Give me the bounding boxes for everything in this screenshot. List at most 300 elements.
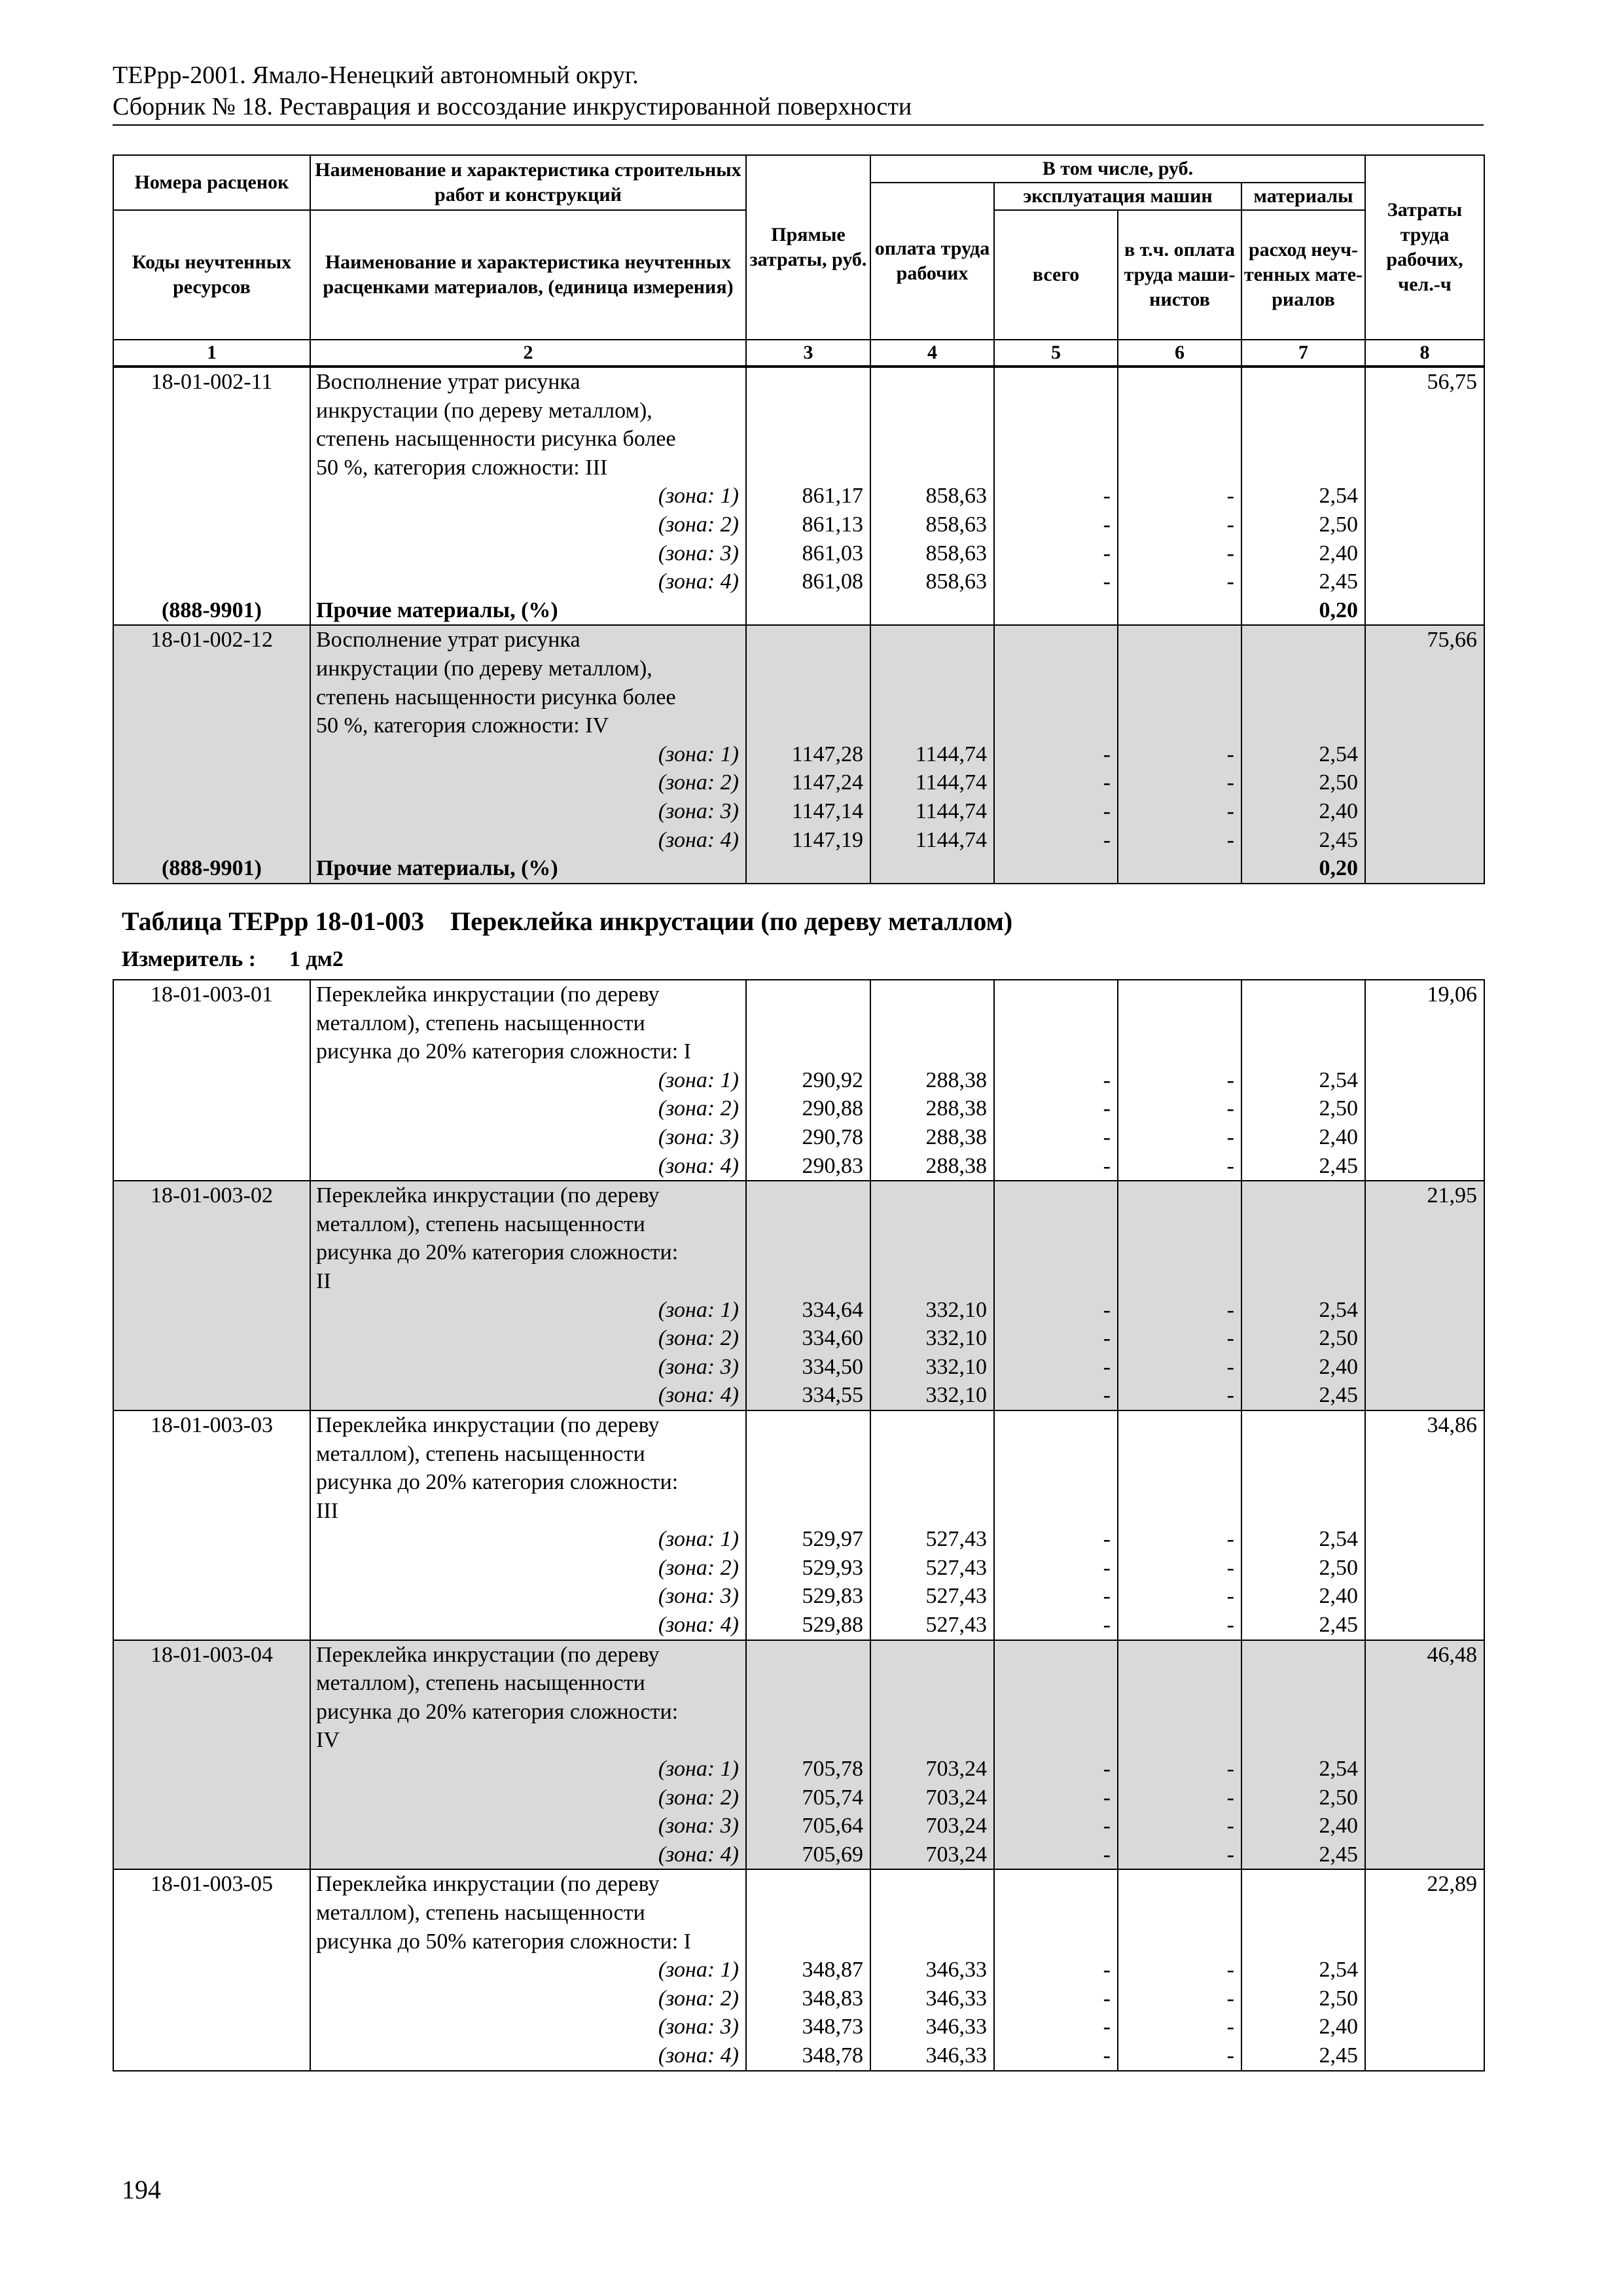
direct-cost-value: 348,87 (746, 1956, 870, 1984)
direct-cost-value: 1147,19 (746, 826, 870, 855)
machines-total-value: - (994, 511, 1118, 539)
table-row (113, 1410, 1484, 1440)
empty-cell (1365, 1152, 1484, 1181)
empty-cell (994, 1037, 1118, 1066)
header-machines-total: всего (994, 210, 1118, 340)
zone-label: (зона: 4) (310, 567, 746, 596)
zone-label: (зона: 4) (310, 826, 746, 855)
materials-value: 2,54 (1241, 1525, 1365, 1554)
column-number: 8 (1365, 340, 1484, 366)
empty-cell (1118, 1497, 1241, 1526)
empty-cell (113, 511, 310, 539)
machinists-pay-value: - (1118, 567, 1241, 596)
direct-cost-value: 1147,28 (746, 740, 870, 769)
materials-value: 2,45 (1241, 1152, 1365, 1181)
table-row (113, 1899, 1484, 1928)
empty-cell (870, 1669, 994, 1698)
machines-total-value: - (994, 1296, 1118, 1325)
zone-label: (зона: 3) (310, 1812, 746, 1840)
table-row (113, 1497, 1484, 1526)
empty-cell (1118, 1869, 1241, 1899)
empty-cell (113, 797, 310, 826)
empty-cell (1365, 482, 1484, 511)
machines-total-value: - (994, 1066, 1118, 1095)
empty-cell (746, 1726, 870, 1755)
document-header-collection: Сборник № 18. Реставрация и воссоздание инкрустированной поверхности (113, 93, 912, 120)
empty-cell (1365, 826, 1484, 855)
machines-total-value: - (994, 2041, 1118, 2071)
empty-cell (1365, 1840, 1484, 1870)
empty-cell (870, 1440, 994, 1469)
rates-table-18-01-003 (113, 979, 1485, 2072)
direct-cost-value: 529,83 (746, 1582, 870, 1611)
table-row (113, 511, 1484, 539)
empty-cell (1365, 397, 1484, 425)
table-row (113, 655, 1484, 683)
rate-description-line: Переклейка инкрустации (по дереву (310, 1181, 746, 1210)
empty-cell (1365, 1611, 1484, 1640)
table-row (113, 1869, 1484, 1899)
empty-cell (870, 1468, 994, 1497)
empty-cell (1118, 1267, 1241, 1296)
table-row (113, 1238, 1484, 1267)
empty-cell (994, 397, 1118, 425)
empty-cell (113, 1210, 310, 1239)
column-number: 7 (1241, 340, 1365, 366)
table-row (113, 1181, 1484, 1210)
empty-cell (870, 1869, 994, 1899)
empty-cell (113, 1525, 310, 1554)
empty-cell (1241, 1267, 1365, 1296)
zone-label: (зона: 1) (310, 1755, 746, 1784)
labor-pay-value: 288,38 (870, 1094, 994, 1123)
labor-pay-value: 527,43 (870, 1611, 994, 1640)
empty-cell (1241, 1238, 1365, 1267)
empty-cell (113, 740, 310, 769)
direct-cost-value: 861,13 (746, 511, 870, 539)
empty-cell (113, 1066, 310, 1095)
empty-cell (1241, 683, 1365, 712)
table-row (113, 454, 1484, 482)
empty-cell (870, 1009, 994, 1038)
machinists-pay-value: - (1118, 797, 1241, 826)
table-row (113, 797, 1484, 826)
machinists-pay-value: - (1118, 1956, 1241, 1984)
machines-total-value: - (994, 1755, 1118, 1784)
empty-cell (870, 854, 994, 884)
empty-cell (113, 826, 310, 855)
empty-cell (746, 367, 870, 397)
direct-cost-value: 348,78 (746, 2041, 870, 2071)
zone-label: (зона: 1) (310, 1956, 746, 1984)
page-number: 194 (122, 2175, 161, 2204)
empty-cell (1241, 1009, 1365, 1038)
table-row (113, 1640, 1484, 1670)
zone-label: (зона: 4) (310, 2041, 746, 2071)
table-row (113, 596, 1484, 626)
empty-cell (1365, 1353, 1484, 1382)
empty-cell (1241, 1698, 1365, 1727)
zone-label: (зона: 3) (310, 797, 746, 826)
empty-cell (113, 655, 310, 683)
labor-pay-value: 332,10 (870, 1296, 994, 1325)
rate-description-line: степень насыщенности рисунка более (310, 683, 746, 712)
empty-cell (1365, 1669, 1484, 1698)
empty-cell (1118, 625, 1241, 655)
empty-cell (1365, 511, 1484, 539)
empty-cell (1118, 1698, 1241, 1727)
empty-cell (113, 1840, 310, 1870)
empty-cell (994, 1009, 1118, 1038)
empty-cell (1241, 1669, 1365, 1698)
machines-total-value: - (994, 740, 1118, 769)
empty-cell (1241, 425, 1365, 454)
empty-cell (113, 1812, 310, 1840)
column-number: 6 (1118, 340, 1241, 366)
labor-pay-value: 527,43 (870, 1582, 994, 1611)
zone-label: (зона: 1) (310, 1296, 746, 1325)
empty-cell (113, 1928, 310, 1956)
empty-cell (994, 711, 1118, 740)
materials-value: 2,54 (1241, 1296, 1365, 1325)
machinists-pay-value: - (1118, 1094, 1241, 1123)
direct-cost-value: 705,69 (746, 1840, 870, 1870)
labor-pay-value: 527,43 (870, 1554, 994, 1583)
empty-cell (1241, 1497, 1365, 1526)
table-row (113, 1324, 1484, 1353)
empty-cell (1365, 740, 1484, 769)
machinists-pay-value: - (1118, 1812, 1241, 1840)
empty-cell (1365, 683, 1484, 712)
direct-cost-value: 705,64 (746, 1812, 870, 1840)
rate-description-line: рисунка до 50% категория сложности: I (310, 1928, 746, 1956)
empty-cell (113, 1669, 310, 1698)
empty-cell (1365, 1698, 1484, 1727)
rate-code: 18-01-003-04 (113, 1640, 310, 1670)
empty-cell (1241, 625, 1365, 655)
machinists-pay-value: - (1118, 740, 1241, 769)
zone-label: (зона: 2) (310, 768, 746, 797)
empty-cell (994, 1210, 1118, 1239)
empty-cell (113, 1784, 310, 1812)
table-row (113, 854, 1484, 884)
empty-cell (1365, 1238, 1484, 1267)
direct-cost-value: 1147,14 (746, 797, 870, 826)
zone-label: (зона: 4) (310, 1840, 746, 1870)
direct-cost-value: 529,88 (746, 1611, 870, 1640)
table-row (113, 1525, 1484, 1554)
empty-cell (113, 539, 310, 568)
empty-cell (1241, 1037, 1365, 1066)
machinists-pay-value: - (1118, 2041, 1241, 2071)
labor-pay-value: 703,24 (870, 1840, 994, 1870)
empty-cell (113, 1238, 310, 1267)
labor-pay-value: 527,43 (870, 1525, 994, 1554)
empty-cell (870, 1698, 994, 1727)
labor-pay-value: 346,33 (870, 1956, 994, 1984)
empty-cell (994, 1640, 1118, 1670)
empty-cell (1365, 655, 1484, 683)
machines-total-value: - (994, 1784, 1118, 1812)
table-row (113, 1928, 1484, 1956)
header-machinists-pay: в т.ч. оплата труда маши-нистов (1118, 210, 1241, 340)
labor-cost-value: 75,66 (1365, 625, 1484, 655)
direct-cost-value: 290,92 (746, 1066, 870, 1095)
machinists-pay-value: - (1118, 1123, 1241, 1152)
empty-cell (746, 454, 870, 482)
empty-cell (1365, 1582, 1484, 1611)
materials-value: 2,50 (1241, 511, 1365, 539)
materials-value: 2,54 (1241, 1066, 1365, 1095)
direct-cost-value: 290,88 (746, 1094, 870, 1123)
empty-cell (870, 980, 994, 1009)
empty-cell (1365, 1755, 1484, 1784)
table-row (113, 826, 1484, 855)
empty-cell (994, 683, 1118, 712)
empty-cell (1241, 1410, 1365, 1440)
empty-cell (1365, 1066, 1484, 1095)
empty-cell (994, 980, 1118, 1009)
table-row (113, 1784, 1484, 1812)
machinists-pay-value: - (1118, 482, 1241, 511)
empty-cell (1365, 1726, 1484, 1755)
machinists-pay-value: - (1118, 1296, 1241, 1325)
header-rule (113, 124, 1484, 126)
machines-total-value: - (994, 1353, 1118, 1382)
table-row (113, 1812, 1484, 1840)
zone-label: (зона: 2) (310, 1784, 746, 1812)
header-including: В том числе, руб. (870, 155, 1365, 183)
empty-cell (1365, 1956, 1484, 1984)
table-row (113, 1755, 1484, 1784)
header-work-name: Наименование и характеристика строительных работ и конструкций (310, 155, 746, 210)
table-row (113, 768, 1484, 797)
empty-cell (113, 1984, 310, 2013)
machines-total-value: - (994, 2013, 1118, 2041)
empty-cell (994, 1410, 1118, 1440)
materials-value: 2,40 (1241, 1123, 1365, 1152)
empty-cell (870, 655, 994, 683)
table-row (113, 367, 1484, 397)
rate-code: 18-01-003-02 (113, 1181, 310, 1210)
zone-label: (зона: 3) (310, 1582, 746, 1611)
empty-cell (1118, 854, 1241, 884)
header-rate-numbers: Номера расценок (113, 155, 310, 210)
empty-cell (994, 854, 1118, 884)
zone-label: (зона: 3) (310, 2013, 746, 2041)
rate-code: 18-01-003-05 (113, 1869, 310, 1899)
empty-cell (1241, 1928, 1365, 1956)
empty-cell (113, 567, 310, 596)
column-number: 5 (994, 340, 1118, 366)
table-row (113, 1009, 1484, 1038)
resource-value: 0,20 (1241, 854, 1365, 884)
labor-pay-value: 288,38 (870, 1152, 994, 1181)
table-row (113, 1840, 1484, 1870)
header-materials: материалы (1241, 183, 1365, 210)
empty-cell (870, 1037, 994, 1066)
document-header-title: ТЕРрр-2001. Ямало-Ненецкий автономный округ. (113, 62, 639, 89)
table-row (113, 1984, 1484, 2013)
table-row (113, 539, 1484, 568)
materials-value: 2,45 (1241, 1840, 1365, 1870)
machines-total-value: - (994, 1840, 1118, 1870)
labor-pay-value: 858,63 (870, 482, 994, 511)
empty-cell (746, 1669, 870, 1698)
labor-pay-value: 332,10 (870, 1353, 994, 1382)
labor-pay-value: 1144,74 (870, 797, 994, 826)
empty-cell (1241, 655, 1365, 683)
empty-cell (1241, 454, 1365, 482)
rate-description-line: IV (310, 1726, 746, 1755)
empty-cell (113, 1324, 310, 1353)
empty-cell (870, 367, 994, 397)
zone-label: (зона: 3) (310, 1123, 746, 1152)
zone-label: (зона: 3) (310, 1353, 746, 1382)
zone-label: (зона: 1) (310, 740, 746, 769)
empty-cell (1365, 1037, 1484, 1066)
resource-name: Прочие материалы, (%) (310, 596, 746, 626)
empty-cell (746, 655, 870, 683)
machines-total-value: - (994, 1582, 1118, 1611)
empty-cell (113, 1554, 310, 1583)
table-row (113, 1210, 1484, 1239)
empty-cell (113, 1094, 310, 1123)
materials-value: 2,45 (1241, 1381, 1365, 1410)
column-number: 1 (113, 340, 310, 366)
machinists-pay-value: - (1118, 1525, 1241, 1554)
empty-cell (994, 1468, 1118, 1497)
machinists-pay-value: - (1118, 1582, 1241, 1611)
empty-cell (1118, 1009, 1241, 1038)
empty-cell (746, 683, 870, 712)
zone-label: (зона: 1) (310, 1066, 746, 1095)
machinists-pay-value: - (1118, 768, 1241, 797)
empty-cell (1118, 1037, 1241, 1066)
zone-label: (зона: 4) (310, 1611, 746, 1640)
empty-cell (1241, 1440, 1365, 1469)
empty-cell (1118, 1899, 1241, 1928)
empty-cell (994, 655, 1118, 683)
empty-cell (1365, 1497, 1484, 1526)
machines-total-value: - (994, 1611, 1118, 1640)
labor-pay-value: 703,24 (870, 1812, 994, 1840)
empty-cell (1365, 1094, 1484, 1123)
empty-cell (1365, 1324, 1484, 1353)
labor-pay-value: 1144,74 (870, 826, 994, 855)
empty-cell (994, 1698, 1118, 1727)
empty-cell (1365, 1784, 1484, 1812)
empty-cell (994, 454, 1118, 482)
direct-cost-value: 861,03 (746, 539, 870, 568)
materials-value: 2,50 (1241, 1784, 1365, 1812)
table-row (113, 567, 1484, 596)
empty-cell (113, 711, 310, 740)
machinists-pay-value: - (1118, 1840, 1241, 1870)
rate-description-line: металлом), степень насыщенности (310, 1210, 746, 1239)
empty-cell (1118, 1468, 1241, 1497)
empty-cell (1365, 1984, 1484, 2013)
materials-value: 2,45 (1241, 2041, 1365, 2071)
header-unaccounted-materials: расход неуч-тенных мате-риалов (1241, 210, 1365, 340)
direct-cost-value: 348,83 (746, 1984, 870, 2013)
direct-cost-value: 348,73 (746, 2013, 870, 2041)
empty-cell (1118, 683, 1241, 712)
empty-cell (1241, 1869, 1365, 1899)
labor-pay-value: 288,38 (870, 1123, 994, 1152)
empty-cell (113, 1755, 310, 1784)
empty-cell (870, 1238, 994, 1267)
header-resource-codes: Коды неучтенных ресурсов (113, 210, 310, 340)
table-row (113, 1094, 1484, 1123)
empty-cell (1365, 854, 1484, 884)
labor-cost-value: 19,06 (1365, 980, 1484, 1009)
empty-cell (870, 1899, 994, 1928)
machinists-pay-value: - (1118, 1152, 1241, 1181)
rate-description-line: 50 %, категория сложности: III (310, 454, 746, 482)
empty-cell (994, 1238, 1118, 1267)
rate-description-line: рисунка до 20% категория сложности: (310, 1468, 746, 1497)
table-row (113, 1440, 1484, 1469)
materials-value: 2,50 (1241, 1554, 1365, 1583)
rate-code: 18-01-002-11 (113, 367, 310, 397)
table-row (113, 1152, 1484, 1181)
labor-cost-value: 34,86 (1365, 1410, 1484, 1440)
materials-value: 2,40 (1241, 1582, 1365, 1611)
materials-value: 2,50 (1241, 1094, 1365, 1123)
resource-value: 0,20 (1241, 596, 1365, 626)
empty-cell (1118, 1440, 1241, 1469)
empty-cell (870, 1928, 994, 1956)
empty-cell (1241, 1181, 1365, 1210)
empty-cell (746, 1210, 870, 1239)
empty-cell (1241, 1726, 1365, 1755)
zone-label: (зона: 2) (310, 1324, 746, 1353)
empty-cell (1118, 367, 1241, 397)
empty-cell (1365, 2013, 1484, 2041)
zone-label: (зона: 2) (310, 511, 746, 539)
empty-cell (113, 397, 310, 425)
empty-cell (113, 1726, 310, 1755)
machines-total-value: - (994, 482, 1118, 511)
direct-cost-value: 334,64 (746, 1296, 870, 1325)
empty-cell (1365, 1009, 1484, 1038)
empty-cell (1241, 1210, 1365, 1239)
rate-code: 18-01-002-12 (113, 625, 310, 655)
empty-cell (746, 1440, 870, 1469)
zone-label: (зона: 2) (310, 1094, 746, 1123)
resource-code: (888-9901) (113, 596, 310, 626)
direct-cost-value: 529,97 (746, 1525, 870, 1554)
empty-cell (1365, 539, 1484, 568)
empty-cell (1365, 1899, 1484, 1928)
empty-cell (1118, 1928, 1241, 1956)
rate-description-line: степень насыщенности рисунка более (310, 425, 746, 454)
labor-pay-value: 703,24 (870, 1784, 994, 1812)
materials-value: 2,40 (1241, 797, 1365, 826)
zone-label: (зона: 1) (310, 1525, 746, 1554)
empty-cell (1365, 596, 1484, 626)
table-row (113, 2041, 1484, 2071)
labor-pay-value: 332,10 (870, 1324, 994, 1353)
empty-cell (1241, 1640, 1365, 1670)
table-row (113, 711, 1484, 740)
empty-cell (1365, 1468, 1484, 1497)
table-title: Таблица ТЕРрр 18-01-003 Переклейка инкрустации (по дереву металлом) (122, 906, 1013, 936)
empty-cell (113, 1037, 310, 1066)
column-number: 3 (746, 340, 870, 366)
machinists-pay-value: - (1118, 511, 1241, 539)
